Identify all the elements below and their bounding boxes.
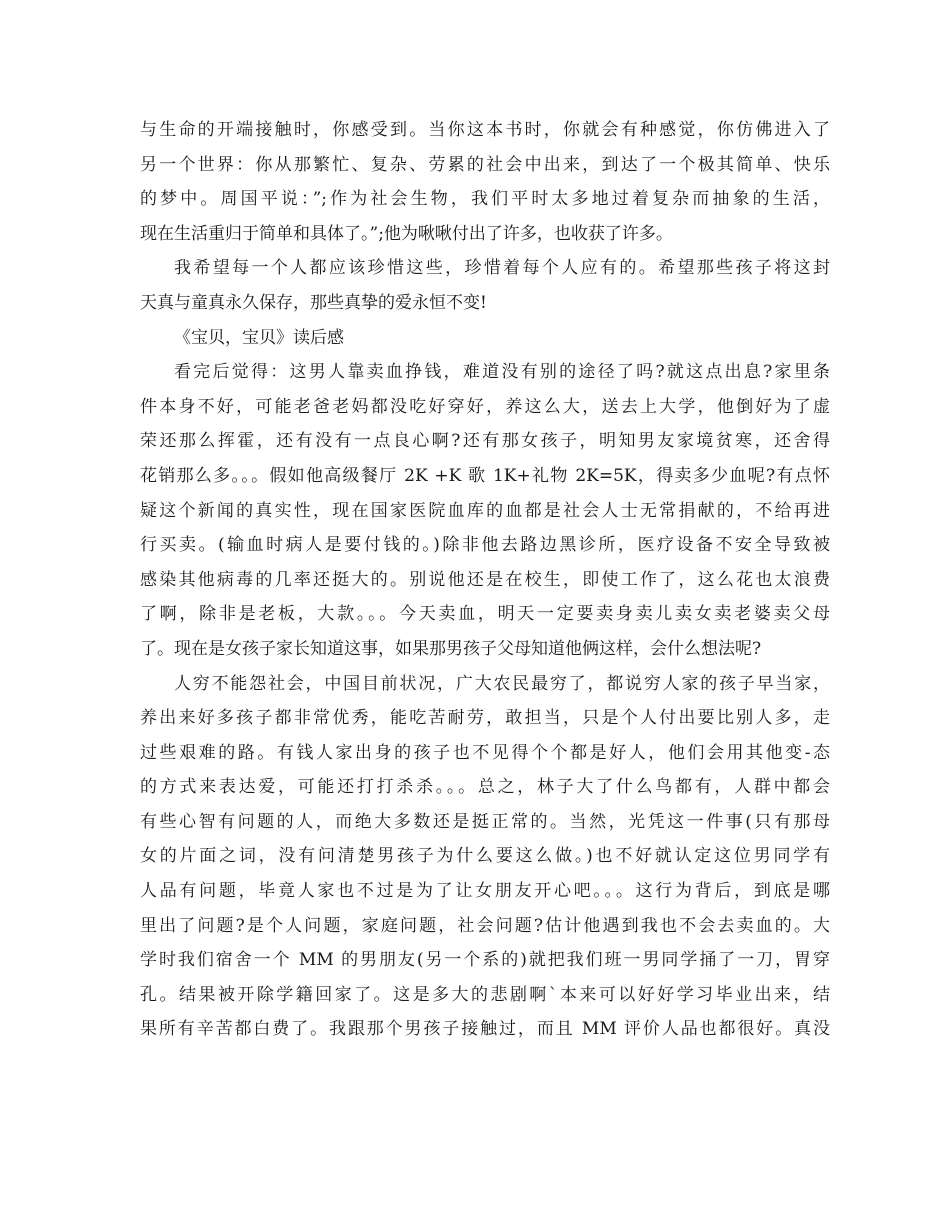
text-line: 过些艰难的路。有钱人家出身的孩子也不见得个个都是好人，他们会用其他变-态 bbox=[140, 742, 830, 763]
text-line: 看完后觉得：这男人靠卖血挣钱，难道没有别的途径了吗?就这点出息?家里条 bbox=[174, 362, 830, 383]
text-line: 感染其他病毒的几率还挺大的。别说他还是在校生，即使工作了，这么花也太浪费 bbox=[140, 569, 830, 590]
text-line: 件本身不好，可能老爸老妈都没吃好穿好，养这么大，送去上大学，他倒好为了虚 bbox=[140, 396, 830, 417]
text-line: 荣还那么挥霍，还有没有一点良心啊?还有那女孩子，明知男友家境贫寒，还舍得 bbox=[140, 431, 830, 452]
text-line: 了。现在是女孩子家长知道这事，如果那男孩子父母知道他俩这样，会什么想法呢? bbox=[140, 638, 762, 659]
text-line: 果所有辛苦都白费了。我跟那个男孩子接触过，而且 MM 评价人品也都很好。真没 bbox=[140, 1019, 830, 1040]
text-line: 有些心智有问题的人，而绝大多数还是挺正常的。当然，光凭这一件事(只有那母 bbox=[140, 811, 830, 832]
text-line: 孔。结果被开除学籍回家了。这是多大的悲剧啊`本来可以好好学习毕业出来，结 bbox=[140, 984, 830, 1005]
text-line: 里出了问题?是个人问题，家庭问题，社会问题?估计他遇到我也不会去卖血的。大 bbox=[140, 915, 830, 936]
text-line: 现在生活重归于简单和具体了。”;他为啾啾付出了许多，也收获了许多。 bbox=[140, 223, 673, 244]
text-line: 人穷不能怨社会，中国目前状况，广大农民最穷了，都说穷人家的孩子早当家， bbox=[174, 673, 830, 694]
text-line: 疑这个新闻的真实性，现在国家医院血库的血都是社会人士无常捐献的，不给再进 bbox=[140, 500, 830, 521]
text-line: 女的片面之词，没有问清楚男孩子为什么要这么做。)也不好就认定这位男同学有 bbox=[140, 846, 830, 867]
text-line: 我希望每一个人都应该珍惜这些，珍惜着每个人应有的。希望那些孩子将这封 bbox=[174, 258, 830, 279]
text-line: 了啊，除非是老板，大款。。。今天卖血，明天一定要卖身卖儿卖女卖老婆卖父母 bbox=[140, 604, 830, 625]
text-line: 天真与童真永久保存，那些真挚的爱永恒不变! bbox=[140, 292, 487, 313]
text-line: 行买卖。(输血时病人是要付钱的。)除非他去路边黑诊所，医疗设备不安全导致被 bbox=[140, 535, 830, 556]
text-line: 的梦中。周国平说：”;作为社会生物，我们平时太多地过着复杂而抽象的生活， bbox=[140, 189, 830, 210]
text-line: 养出来好多孩子都非常优秀，能吃苦耐劳，敢担当，只是个人付出要比别人多，走 bbox=[140, 708, 830, 729]
text-line: 花销那么多。。。假如他高级餐厅 2K +K 歌 1K+礼物 2K=5K，得卖多少血呢?有点怀 bbox=[140, 465, 830, 486]
text-line: 与生命的开端接触时，你感受到。当你这本书时，你就会有种感觉，你仿佛进入了 bbox=[140, 120, 830, 140]
text-line: 人品有问题，毕竟人家也不过是为了让女朋友开心吧。。。这行为背后，到底是哪 bbox=[140, 881, 830, 902]
text-line: 另一个世界：你从那繁忙、复杂、劳累的社会中出来，到达了一个极其简单、快乐 bbox=[140, 154, 830, 175]
text-line: 学时我们宿舍一个 MM 的男朋友(另一个系的)就把我们班一男同学捅了一刀，胃穿 bbox=[140, 950, 830, 971]
document-body bbox=[140, 113, 830, 1047]
text-line: 的方式来表达爱，可能还打打杀杀。。。总之，林子大了什么鸟都有，人群中都会 bbox=[140, 777, 830, 798]
text-line: 《宝贝，宝贝》读后感 bbox=[174, 327, 344, 348]
